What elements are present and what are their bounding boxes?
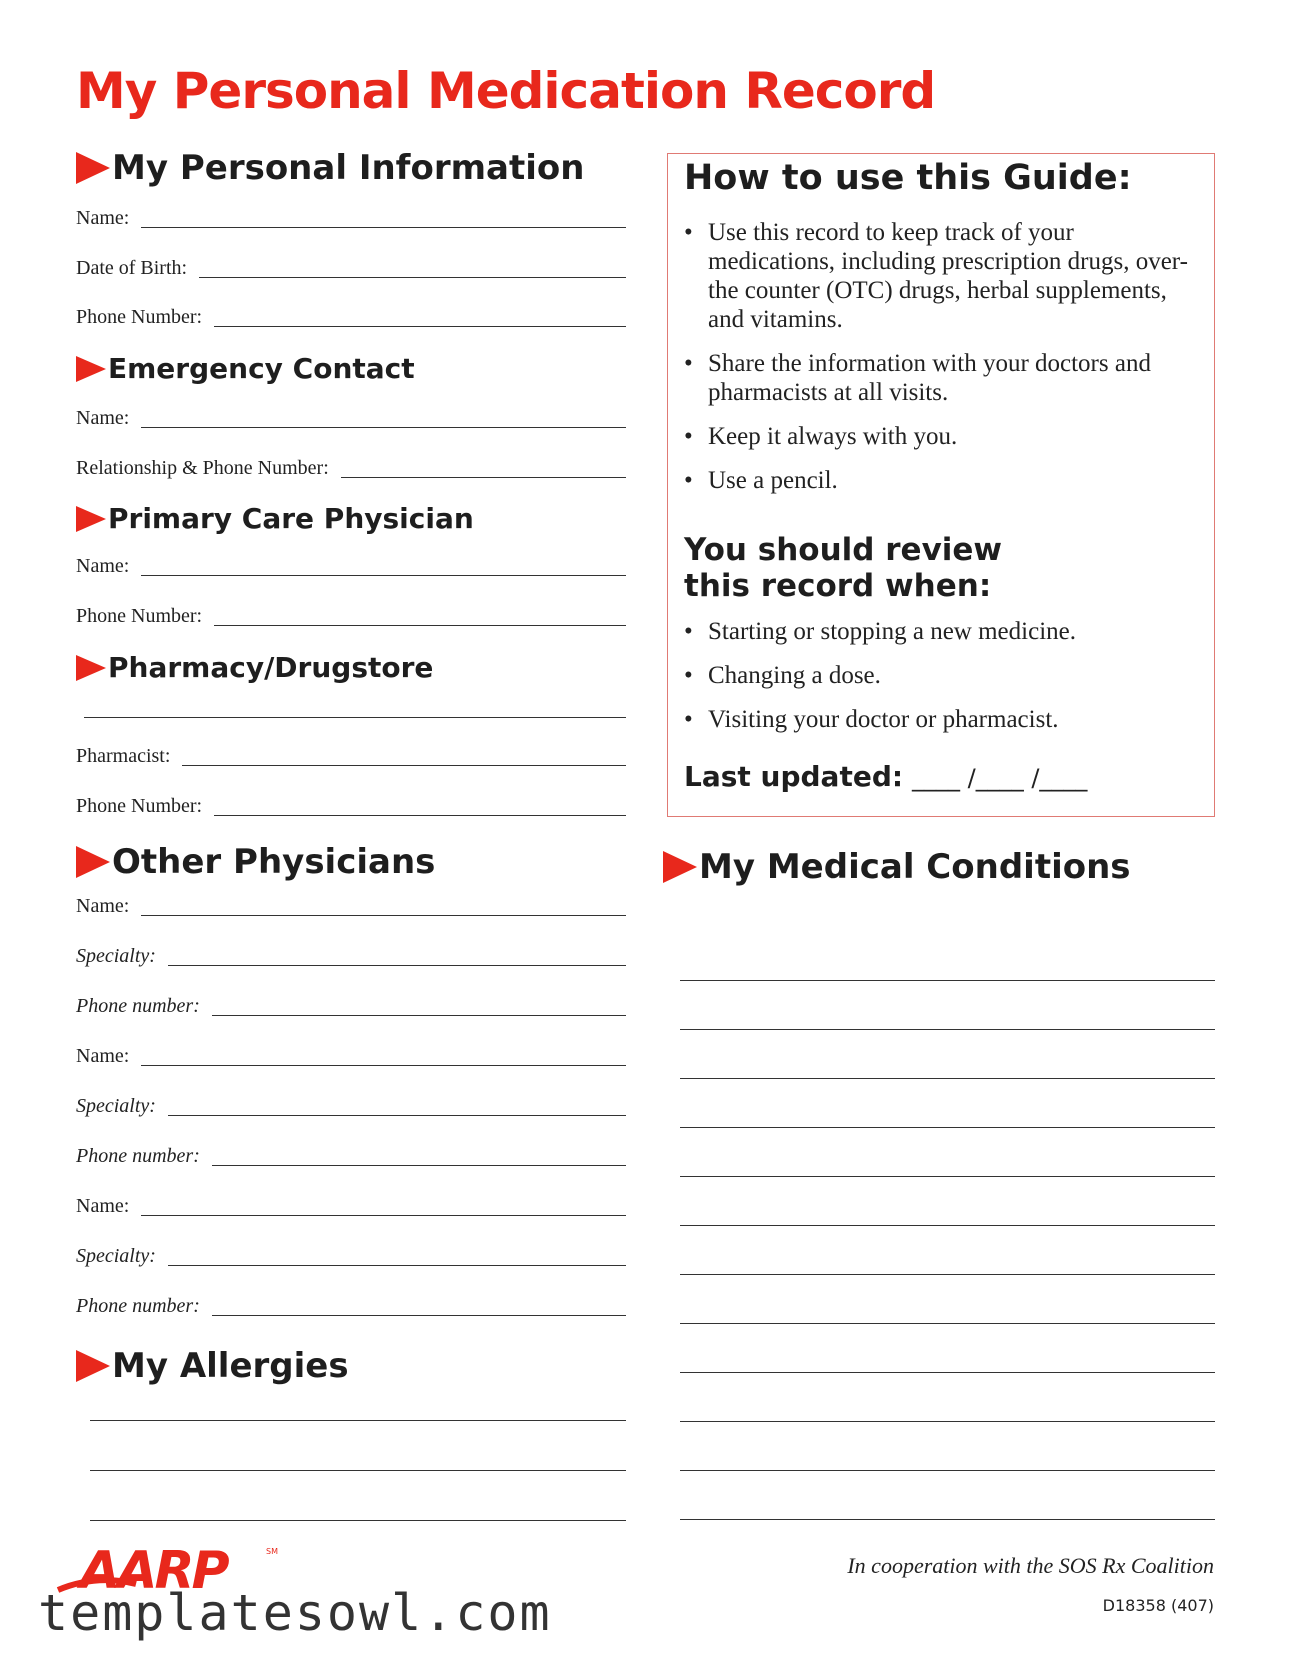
form-code: D18358 (407) [1102,1596,1214,1615]
condition-line[interactable] [680,1274,1215,1275]
list-item: • Changing a dose. [684,661,1199,690]
relationship-phone-field[interactable]: Relationship & Phone Number: [76,450,626,480]
condition-line[interactable] [680,1421,1215,1422]
physician-name-field[interactable]: Name: [76,548,626,578]
pharmacist-field[interactable]: Pharmacist: [76,738,626,768]
condition-line[interactable] [680,1470,1215,1471]
condition-line[interactable] [680,1176,1215,1177]
other-physician-phone-field[interactable]: Phone number: [76,1288,626,1318]
condition-line[interactable] [680,1078,1215,1079]
condition-line[interactable] [680,1127,1215,1128]
list-item: • Starting or stopping a new medicine. [684,617,1199,646]
guide-list [684,218,1199,510]
other-physician-name-field[interactable]: Name: [76,888,626,918]
guide-heading: How to use this Guide: [684,158,1132,198]
watermark: templatesowl.com [38,1584,552,1642]
allergy-line[interactable] [90,1470,626,1471]
condition-line[interactable] [680,980,1215,981]
list-item: • Visiting your doctor or pharmacist. [684,705,1199,734]
last-updated-date-field[interactable]: ____ /____ /____ [912,764,1088,792]
list-item: • Use this record to keep track of your medications, including prescription drugs, over-the counter (OTC) drugs, herbal supplements, and vitamins. [684,218,1199,334]
other-physician-name-field[interactable]: Name: [76,1188,626,1218]
section-heading-emergency-contact: Emergency Contact [76,352,415,385]
list-item: • Share the information with your doctors and pharmacists at all visits. [684,349,1199,407]
guide-box [667,153,1215,817]
allergy-line[interactable] [90,1520,626,1521]
section-heading-medical-conditions: My Medical Conditions [663,847,1131,887]
section-heading-allergies: My Allergies [76,1346,349,1386]
review-list [684,617,1199,749]
list-item: • Keep it always with you. [684,422,1199,451]
section-heading-pharmacy: Pharmacy/Drugstore [76,651,433,684]
svg-text:SM: SM [266,1547,278,1556]
condition-line[interactable] [680,1225,1215,1226]
emergency-name-field[interactable]: Name: [76,400,626,430]
other-physician-name-field[interactable]: Name: [76,1038,626,1068]
condition-line[interactable] [680,1029,1215,1030]
section-heading-personal-info: My Personal Information [76,148,584,188]
name-field[interactable]: Name: [76,200,626,230]
section-heading-primary-care: Primary Care Physician [76,502,474,535]
arrow-icon [76,655,106,681]
allergy-line[interactable] [90,1420,626,1421]
physician-phone-field[interactable]: Phone Number: [76,598,626,628]
arrow-icon [76,846,110,878]
other-physician-specialty-field[interactable]: Specialty: [76,1088,626,1118]
page-title: My Personal Medication Record [76,62,936,120]
other-physician-specialty-field[interactable]: Specialty: [76,938,626,968]
list-item: • Use a pencil. [684,466,1199,495]
date-of-birth-field[interactable]: Date of Birth: [76,250,626,280]
review-heading: You should review this record when: [684,532,1003,604]
section-heading-other-physicians: Other Physicians [76,842,435,882]
svg-text:AARP: AARP [80,1541,227,1601]
arrow-icon [76,152,110,184]
pharmacy-phone-field[interactable]: Phone Number: [76,788,626,818]
condition-line[interactable] [680,1323,1215,1324]
other-physician-specialty-field[interactable]: Specialty: [76,1238,626,1268]
pharmacy-name-line[interactable] [84,717,626,718]
arrow-icon [76,356,106,382]
arrow-icon [663,851,697,883]
condition-line[interactable] [680,1519,1215,1520]
arrow-icon [76,1350,110,1382]
last-updated-label: Last updated: [684,760,904,793]
other-physician-phone-field[interactable]: Phone number: [76,1138,626,1168]
cooperation-note: In cooperation with the SOS Rx Coalition [847,1553,1214,1578]
condition-line[interactable] [680,1372,1215,1373]
phone-number-field[interactable]: Phone Number: [76,299,626,329]
arrow-icon [76,506,106,532]
other-physician-phone-field[interactable]: Phone number: [76,988,626,1018]
